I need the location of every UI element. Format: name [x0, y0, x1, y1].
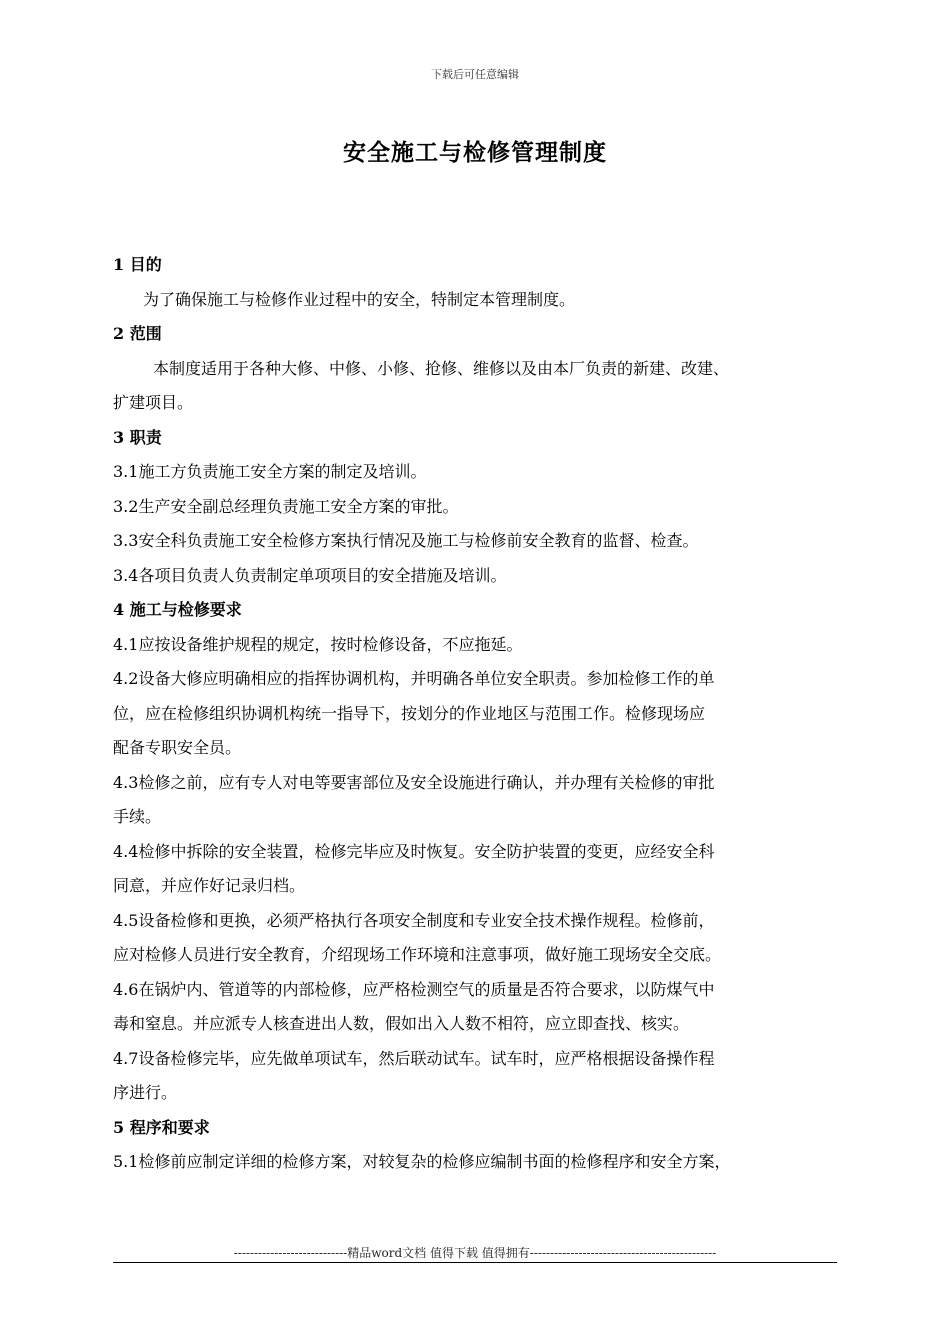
requirement-line: 手续。	[113, 807, 162, 826]
requirement-line: 4.2设备大修应明确相应的指挥协调机构，并明确各单位安全职责。参加检修工作的单	[113, 669, 715, 688]
responsibility-item: 3.1施工方负责施工安全方案的制定及培训。	[113, 462, 427, 481]
requirement-line: 毒和窒息。并应派专人核查进出人数，假如出入人数不相符，应立即查找、核实。	[113, 1014, 690, 1033]
requirement-line: 4.7设备检修完毕，应先做单项试车，然后联动试车。试车时，应严格根据设备操作程	[113, 1048, 715, 1068]
section-heading-requirements: 4 施工与检修要求	[113, 600, 242, 619]
requirement-line: 同意，并应作好记录归档。	[113, 876, 306, 895]
requirement-line: 配备专职安全员。	[113, 738, 242, 757]
requirement-line: 4.6在锅炉内、管道等的内部检修，应严格检测空气的质量是否符合要求，以防煤气中	[113, 979, 715, 999]
procedure-line: 5.1检修前应制定详细的检修方案，对较复杂的检修应编制书面的检修程序和安全方案，	[113, 1152, 731, 1171]
section-heading-purpose: 1 目的	[113, 255, 162, 274]
responsibility-item: 3.4各项目负责人负责制定单项项目的安全措施及培训。	[113, 565, 507, 585]
section-heading-scope: 2 范围	[113, 324, 162, 343]
paragraph-scope-line: 扩建项目。	[113, 393, 194, 412]
footer-rule	[113, 1262, 837, 1263]
paragraph-scope-line: 本制度适用于各种大修、中修、小修、抢修、维修以及由本厂负责的新建、改建、	[153, 358, 730, 378]
responsibility-item: 3.3安全科负责施工安全检修方案执行情况及施工与检修前安全教育的监督、检查。	[113, 531, 699, 550]
requirement-line: 位，应在检修组织协调机构统一指导下，按划分的作业地区与范围工作。检修现场应	[113, 703, 706, 723]
requirement-line: 4.5设备检修和更换，必须严格执行各项安全制度和专业安全技术操作规程。检修前，	[113, 910, 715, 930]
requirement-line: 应对检修人员进行安全教育，介绍现场工作环境和注意事项，做好施工现场安全交底。	[113, 945, 722, 964]
footer-text: ----------------------------精品word文档 值得下载 值得拥有----------------------------------------------	[233, 1246, 717, 1260]
document-title: 安全施工与检修管理制度	[343, 139, 607, 166]
section-heading-responsibilities: 3 职责	[113, 427, 162, 447]
section-heading-procedure: 5 程序和要求	[113, 1117, 210, 1137]
requirement-line: 4.1应按设备维护规程的规定，按时检修设备，不应拖延。	[113, 634, 523, 654]
responsibility-item: 3.2生产安全副总经理负责施工安全方案的审批。	[113, 496, 459, 516]
requirement-line: 序进行。	[113, 1083, 178, 1102]
header-note: 下载后可任意编辑	[431, 68, 519, 81]
paragraph-purpose: 为了确保施工与检修作业过程中的安全，特制定本管理制度。	[143, 289, 576, 309]
requirement-line: 4.3检修之前，应有专人对电等要害部位及安全设施进行确认，并办理有关检修的审批	[113, 772, 715, 792]
document-body	[113, 248, 853, 1180]
requirement-line: 4.4检修中拆除的安全装置，检修完毕应及时恢复。安全防护装置的变更，应经安全科	[113, 841, 715, 861]
